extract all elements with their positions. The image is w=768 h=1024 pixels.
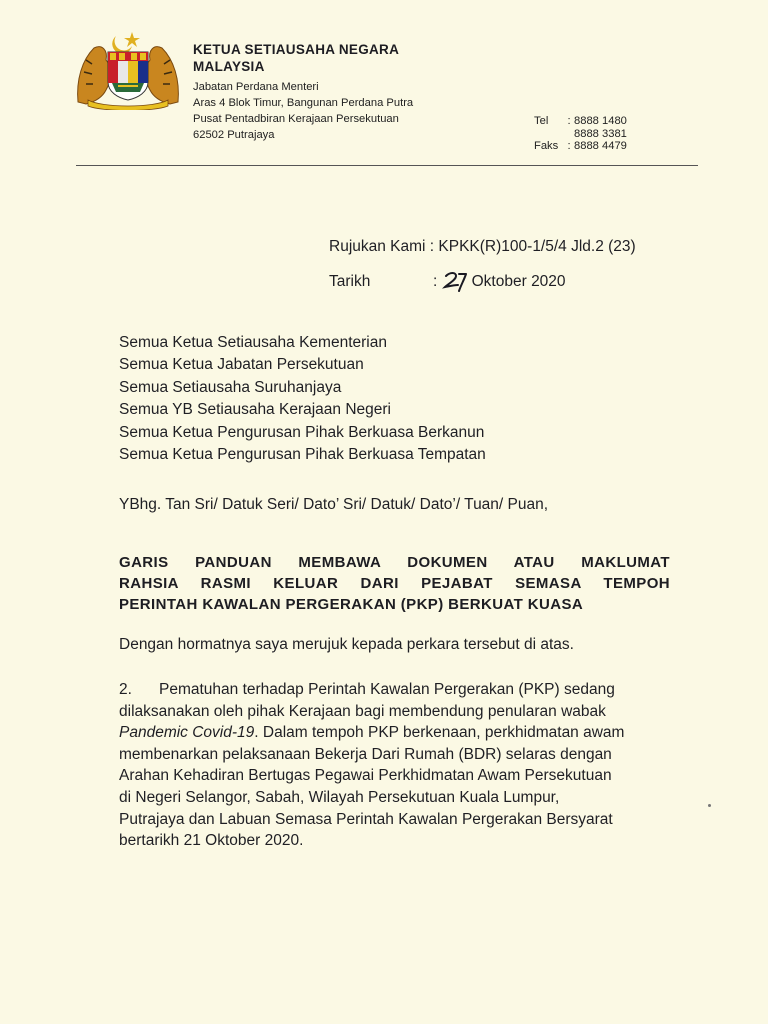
subject-heading xyxy=(119,552,670,615)
paragraph-line: Pematuhan terhadap Perintah Kawalan Pergerakan (PKP) sedang xyxy=(159,681,615,698)
reference-value: KPKK(R)100-1/5/4 Jld.2 (23) xyxy=(438,238,636,255)
address-line: 62502 Putrajaya xyxy=(193,129,275,141)
recipient-item: Semua YB Setiausaha Kerajaan Negeri xyxy=(119,401,391,419)
paragraph-line: bertarikh 21 Oktober 2020. xyxy=(119,832,304,850)
paragraph-line: membenarkan pelaksanaan Bekerja Dari Rumah (BDR) selaras dengan xyxy=(119,745,612,763)
date-line xyxy=(329,270,566,292)
paragraph-line: dilaksanakan oleh pihak Kerajaan bagi membendung penularan wabak xyxy=(119,702,606,720)
tel-number-1: 8888 1480 xyxy=(574,115,627,127)
scan-speck xyxy=(708,804,711,807)
handwritten-day-signature-icon xyxy=(442,270,472,292)
paragraph-line: Arahan Kehadiran Bertugas Pegawai Perkhidmatan Awam Persekutuan xyxy=(119,767,612,785)
address-line: Pusat Pentadbiran Kerajaan Persekutuan xyxy=(193,113,399,125)
paragraph-line: di Negeri Selangor, Sabah, Wilayah Persekutuan Kuala Lumpur, xyxy=(119,788,560,806)
paragraph-number: 2. xyxy=(119,681,132,698)
subject-line: PERINTAH KAWALAN PERGERAKAN (PKP) BERKUAT KUASA xyxy=(119,596,584,613)
tel-label: Tel xyxy=(534,115,549,127)
recipients-list xyxy=(119,332,486,466)
header-divider xyxy=(76,165,698,166)
fax-label: Faks xyxy=(534,140,559,152)
issuer-title-line2: MALAYSIA xyxy=(193,59,265,74)
recipient-item: Semua Ketua Jabatan Persekutuan xyxy=(119,356,364,374)
paragraph-2 xyxy=(119,679,670,852)
address-line: Jabatan Perdana Menteri xyxy=(193,81,319,93)
reference-label: Rujukan Kami : xyxy=(329,238,435,255)
subject-line: GARIS PANDUAN MEMBAWA DOKUMEN ATAU MAKLUMAT xyxy=(119,554,670,571)
date-separator: : xyxy=(433,273,438,290)
recipient-item: Semua Ketua Pengurusan Pihak Berkuasa Tempatan xyxy=(119,446,486,464)
recipient-item: Semua Ketua Setiausaha Kementerian xyxy=(119,334,387,351)
contact-block: Tel : 8888 1480 8888 3381 Faks : 8888 4479 xyxy=(534,115,627,152)
subject-line: RAHSIA RASMI KELUAR DARI PEJABAT SEMASA TEMPOH xyxy=(119,575,670,592)
fax-number: 8888 4479 xyxy=(574,140,627,152)
issuer-title-line1: KETUA SETIAUSAHA NEGARA xyxy=(193,42,400,57)
salutation: YBhg. Tan Sri/ Datuk Seri/ Dato’ Sri/ Datuk/ Dato’/ Tuan/ Puan, xyxy=(119,496,549,513)
paragraph-1: Dengan hormatnya saya merujuk kepada perkara tersebut di atas. xyxy=(119,636,574,653)
malaysia-coat-of-arms-icon xyxy=(72,30,184,110)
paragraph-line: Putrajaya dan Labuan Semasa Perintah Kawalan Pergerakan Bersyarat xyxy=(119,810,613,828)
issuer-address xyxy=(193,79,413,143)
italic-term: Pandemic Covid-19 xyxy=(119,724,255,742)
tel-number-2: 8888 3381 xyxy=(574,127,627,140)
recipient-item: Semua Setiausaha Suruhanjaya xyxy=(119,378,342,396)
issuer-title xyxy=(193,41,399,75)
reference-line xyxy=(329,238,636,256)
date-value: Oktober 2020 xyxy=(471,273,566,290)
date-label: Tarikh xyxy=(329,273,371,290)
address-line: Aras 4 Blok Timur, Bangunan Perdana Putra xyxy=(193,97,414,109)
recipient-item: Semua Ketua Pengurusan Pihak Berkuasa Berkanun xyxy=(119,423,485,441)
paragraph-line: Pandemic Covid-19. Dalam tempoh PKP berkenaan, perkhidmatan awam xyxy=(119,724,625,742)
